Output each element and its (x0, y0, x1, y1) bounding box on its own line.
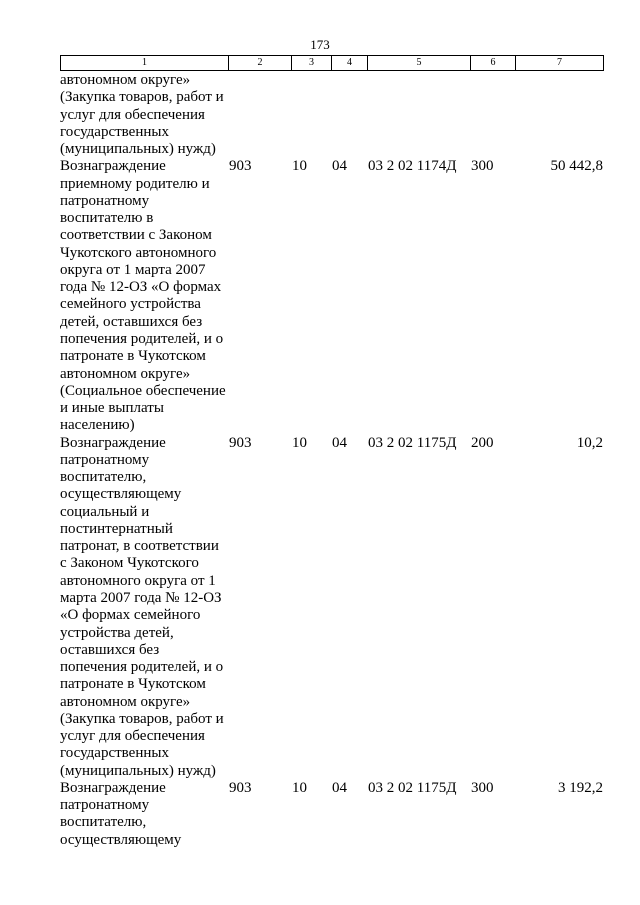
header-cell-7: 7 (515, 55, 604, 71)
page-number: 173 (310, 37, 330, 52)
amount-cell: 3 192,2 (558, 779, 603, 796)
table-row (60, 780, 604, 849)
expense-type-cell: 300 (471, 779, 494, 796)
description-line: воспитателю, (60, 469, 147, 486)
description-line: семейного устройства (60, 296, 201, 313)
description-line: патронате в Чукотском (60, 676, 206, 693)
subsection-cell: 04 (332, 158, 347, 175)
ministry-code-cell: 903 (229, 434, 252, 451)
table-row (60, 435, 604, 780)
description-line: услуг для обеспечения (60, 728, 205, 745)
description-line: государственных (60, 123, 169, 140)
description-line: осуществляющему (60, 486, 182, 503)
header-cell-3: 3 (291, 55, 331, 71)
description-line: патронатному (60, 797, 150, 814)
description-line: (муниципальных) нужд) (60, 141, 216, 158)
section-cell: 10 (292, 434, 307, 451)
description-line: населению) (60, 417, 135, 434)
description-line: детей, оставшихся без (60, 313, 203, 330)
ministry-code-cell (228, 72, 291, 89)
section-cell: 10 (292, 779, 307, 796)
description-cell (60, 780, 228, 849)
header-cell-2: 2 (228, 55, 291, 71)
table-row (60, 72, 604, 158)
ministry-code-cell: 903 (229, 779, 252, 796)
description-line: патронатному (60, 192, 150, 209)
description-line: патронатному (60, 451, 150, 468)
expense-type-cell: 200 (471, 434, 494, 451)
description-line: (Закупка товаров, работ и (60, 89, 224, 106)
description-line: соответствии с Законом (60, 227, 212, 244)
subsection-cell: 04 (332, 779, 347, 796)
description-line: воспитателю в (60, 210, 154, 227)
description-line: Вознаграждение (60, 779, 166, 796)
target-article-cell: 03 2 02 1175Д (368, 434, 457, 451)
amount-cell (515, 72, 604, 89)
section-cell: 10 (292, 158, 307, 175)
description-line: Вознаграждение (60, 158, 166, 175)
description-line: с Законом Чукотского (60, 555, 199, 572)
description-line: марта 2007 года № 12-ОЗ (60, 589, 222, 606)
table-row (60, 158, 604, 434)
amount-cell: 10,2 (576, 434, 603, 451)
description-line: (Социальное обеспечение (60, 382, 226, 399)
header-cell-4: 4 (331, 55, 367, 71)
description-line: государственных (60, 745, 169, 762)
target-article-cell: 03 2 02 1175Д (368, 779, 457, 796)
description-line: автономном округе» (60, 693, 191, 710)
header-cell-5: 5 (367, 55, 470, 71)
description-line: года № 12-ОЗ «О формах (60, 279, 222, 296)
subsection-cell (331, 72, 367, 89)
target-article-cell: 03 2 02 1174Д (368, 158, 457, 175)
description-line: постинтернатный (60, 520, 173, 537)
description-line: Чукотского автономного (60, 244, 217, 261)
description-line: воспитателю, (60, 814, 147, 831)
description-line: и иные выплаты (60, 400, 164, 417)
description-line: осуществляющему (60, 831, 182, 848)
header-cell-6: 6 (470, 55, 515, 71)
description-cell (60, 158, 228, 434)
description-line: «О формах семейного (60, 607, 201, 624)
description-line: социальный и (60, 503, 150, 520)
table-body (60, 72, 604, 849)
description-cell (60, 435, 228, 780)
description-line: (Закупка товаров, работ и (60, 710, 224, 727)
ministry-code-cell: 903 (229, 158, 252, 175)
description-line: автономного округа от 1 (60, 572, 216, 589)
description-line: попечения родителей, и о (60, 330, 224, 347)
description-cell (60, 72, 228, 158)
description-line: (муниципальных) нужд) (60, 762, 216, 779)
description-line: услуг для обеспечения (60, 106, 205, 123)
expense-type-cell (470, 72, 515, 89)
description-line: попечения родителей, и о (60, 659, 224, 676)
description-line: Вознаграждение (60, 434, 166, 451)
description-line: автономном округе» (60, 365, 191, 382)
description-line: патронат, в соответствии (60, 538, 219, 555)
target-article-cell (367, 72, 470, 89)
subsection-cell: 04 (332, 434, 347, 451)
expense-type-cell: 300 (471, 158, 494, 175)
description-line: патронате в Чукотском (60, 348, 206, 365)
description-line: оставшихся без (60, 641, 160, 658)
amount-cell: 50 442,8 (550, 158, 603, 175)
description-line: автономном округе» (60, 72, 191, 88)
section-cell (291, 72, 331, 89)
table-header (60, 55, 604, 71)
description-line: приемному родителю и (60, 175, 210, 192)
description-line: округа от 1 марта 2007 (60, 261, 206, 278)
header-cell-1: 1 (60, 55, 228, 71)
description-line: устройства детей, (60, 624, 174, 641)
